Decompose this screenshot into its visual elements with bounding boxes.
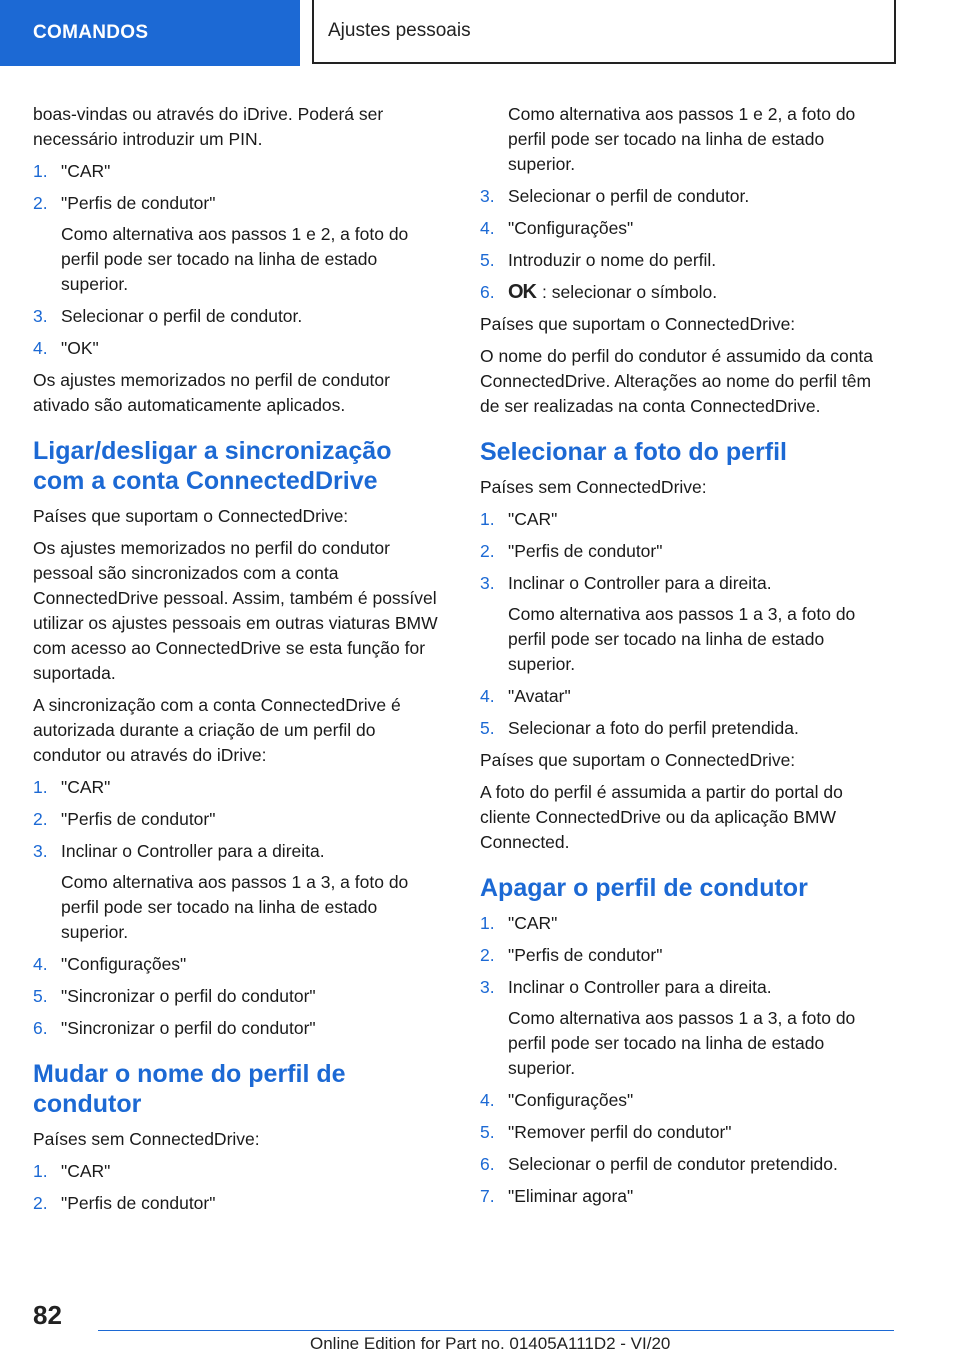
step-text: Inclinar o Controller para a direita. xyxy=(61,841,325,861)
footer-edition: Online Edition for Part no. 01405A111D2 - VI/20 xyxy=(310,1334,671,1353)
step-number: 2. xyxy=(480,945,495,965)
list-item xyxy=(33,191,445,297)
steps-delete xyxy=(480,911,892,1209)
step-text: "Perfis de condutor" xyxy=(508,945,663,965)
step-text: Selecionar o perfil de condutor. xyxy=(508,186,750,206)
step-text: : selecionar o símbolo. xyxy=(542,282,718,302)
step-number: 3. xyxy=(33,841,48,861)
list-item xyxy=(33,304,445,329)
list-item xyxy=(480,1120,892,1145)
list-item xyxy=(480,184,892,209)
section-tab: COMANDOS xyxy=(0,0,300,66)
steps-sync xyxy=(33,775,445,1041)
step-number: 4. xyxy=(33,954,48,974)
list-item xyxy=(33,952,445,977)
step-text: "Perfis de condutor" xyxy=(508,541,663,561)
step-text: "Eliminar agora" xyxy=(508,1186,634,1206)
steps-rename-step6 xyxy=(480,280,892,305)
step-number: 1. xyxy=(480,509,495,529)
list-item xyxy=(480,102,892,177)
step-number: 1. xyxy=(33,777,48,797)
heading-rename: Mudar o nome do perfil de condutor xyxy=(33,1060,346,1118)
step-text: "CAR" xyxy=(61,161,111,181)
list-item xyxy=(33,807,445,832)
list-item xyxy=(33,1159,445,1184)
steps-rename-continued xyxy=(480,102,892,177)
step-number: 3. xyxy=(33,306,48,326)
step-text: Inclinar o Controller para a direita. xyxy=(508,573,772,593)
step-text: Inclinar o Controller para a direita. xyxy=(508,977,772,997)
step-number: 2. xyxy=(33,193,48,213)
paragraph: A sincronização com a conta ConnectedDrive é autorizada durante a criação de um perfil do condutor ou através do iDrive: xyxy=(33,695,401,765)
step-text: "CAR" xyxy=(508,509,558,529)
step-note: Como alternativa aos passos 1 a 3, a foto do perfil pode ser tocado na linha de estado superior. xyxy=(508,604,856,674)
list-item xyxy=(480,216,892,241)
step-number: 2. xyxy=(480,541,495,561)
step-number: 5. xyxy=(480,250,495,270)
step-number: 5. xyxy=(480,718,495,738)
list-item xyxy=(480,571,892,677)
steps-rename-continued-2 xyxy=(480,184,892,273)
step-number: 3. xyxy=(480,977,495,997)
heading-photo: Selecionar a foto do perfil xyxy=(480,438,787,466)
step-text: Selecionar a foto do perfil pretendida. xyxy=(508,718,799,738)
step-text: "Sincronizar o perfil do condutor" xyxy=(61,1018,316,1038)
step-number: 2. xyxy=(33,1193,48,1213)
step-number: 6. xyxy=(33,1018,48,1038)
list-item xyxy=(33,775,445,800)
step-number: 6. xyxy=(480,1154,495,1174)
step-text: Selecionar o perfil de condutor pretendido. xyxy=(508,1154,838,1174)
step-text: Selecionar o perfil de condutor. xyxy=(61,306,303,326)
step-number: 5. xyxy=(33,986,48,1006)
list-item xyxy=(480,911,892,936)
intro-paragraph: boas-vindas ou através do iDrive. Poderá ser necessário introduzir um PIN. xyxy=(33,104,384,149)
step-number: 1. xyxy=(33,1161,48,1181)
step-number: 4. xyxy=(480,686,495,706)
paragraph: Países sem ConnectedDrive: xyxy=(480,477,707,497)
footer-divider xyxy=(98,1330,894,1331)
list-item xyxy=(33,839,445,945)
step-text: Introduzir o nome do perfil. xyxy=(508,250,717,270)
step-text: "OK" xyxy=(61,338,99,358)
paragraph: Países que suportam o ConnectedDrive: xyxy=(480,314,796,334)
list-item xyxy=(33,159,445,184)
step-text: "CAR" xyxy=(61,777,111,797)
list-item xyxy=(480,716,892,741)
list-item xyxy=(33,1016,445,1041)
ok-icon: OK xyxy=(508,281,536,303)
step-number: 1. xyxy=(33,161,48,181)
step-number: 6. xyxy=(480,282,495,302)
step-number: 1. xyxy=(480,913,495,933)
list-item xyxy=(480,248,892,273)
step-text: "Remover perfil do condutor" xyxy=(508,1122,732,1142)
paragraph: O nome do perfil do condutor é assumido da conta ConnectedDrive. Alterações ao nome do perfil têm de ser realizadas na conta ConnectedDrive. xyxy=(480,346,874,416)
list-item xyxy=(480,1152,892,1177)
step-text: "Configurações" xyxy=(61,954,187,974)
list-item xyxy=(480,507,892,532)
step-text: "CAR" xyxy=(61,1161,111,1181)
paragraph: Países que suportam o ConnectedDrive: xyxy=(480,750,796,770)
list-item xyxy=(480,684,892,709)
step-number: 2. xyxy=(33,809,48,829)
paragraph: Os ajustes memorizados no perfil de condutor ativado são automaticamente aplicados. xyxy=(33,370,390,415)
steps-activate-profile xyxy=(33,159,445,361)
chapter-title: Ajustes pessoais xyxy=(312,0,896,64)
step-text: "Avatar" xyxy=(508,686,571,706)
list-item xyxy=(480,1184,892,1209)
heading-sync: Ligar/desligar a sincronização com a conta ConnectedDrive xyxy=(33,437,392,495)
step-number: 3. xyxy=(480,573,495,593)
step-number: 4. xyxy=(480,1090,495,1110)
step-text: "Perfis de condutor" xyxy=(61,809,216,829)
page-number: 82 xyxy=(33,1300,62,1330)
list-item xyxy=(480,975,892,1081)
step-note: Como alternativa aos passos 1 e 2, a foto do perfil pode ser tocado na linha de estado superior. xyxy=(61,224,409,294)
list-item xyxy=(480,943,892,968)
steps-photo xyxy=(480,507,892,741)
step-number: 4. xyxy=(480,218,495,238)
step-text: "CAR" xyxy=(508,913,558,933)
right-column xyxy=(480,102,892,1216)
step-text: "Perfis de condutor" xyxy=(61,1193,216,1213)
step-text: "Configurações" xyxy=(508,1090,634,1110)
step-text: "Configurações" xyxy=(508,218,634,238)
list-item xyxy=(33,984,445,1009)
step-number: 7. xyxy=(480,1186,495,1206)
step-number: 3. xyxy=(480,186,495,206)
paragraph: Países que suportam o ConnectedDrive: xyxy=(33,506,349,526)
step-text: "Sincronizar o perfil do condutor" xyxy=(61,986,316,1006)
list-item xyxy=(480,280,892,305)
heading-delete: Apagar o perfil de condutor xyxy=(480,874,808,902)
paragraph: Os ajustes memorizados no perfil do condutor pessoal são sincronizados com a conta ConnectedDrive pessoal. Assim, também é possível utilizar os ajustes pessoais em outras viaturas BMW com acesso ao ConnectedDrive se esta função for suportada. xyxy=(33,538,438,683)
list-item xyxy=(480,1088,892,1113)
step-number: 4. xyxy=(33,338,48,358)
list-item xyxy=(33,336,445,361)
step-number: 5. xyxy=(480,1122,495,1142)
list-item xyxy=(480,539,892,564)
step-text: "Perfis de condutor" xyxy=(61,193,216,213)
paragraph: Países sem ConnectedDrive: xyxy=(33,1129,260,1149)
left-column xyxy=(33,102,445,1223)
steps-rename xyxy=(33,1159,445,1216)
step-note: Como alternativa aos passos 1 a 3, a foto do perfil pode ser tocado na linha de estado superior. xyxy=(508,1008,856,1078)
step-note: Como alternativa aos passos 1 e 2, a foto do perfil pode ser tocado na linha de estado superior. xyxy=(508,104,856,174)
paragraph: A foto do perfil é assumida a partir do portal do cliente ConnectedDrive ou da aplicação BMW Connected. xyxy=(480,782,843,852)
step-note: Como alternativa aos passos 1 a 3, a foto do perfil pode ser tocado na linha de estado superior. xyxy=(61,872,409,942)
list-item xyxy=(33,1191,445,1216)
